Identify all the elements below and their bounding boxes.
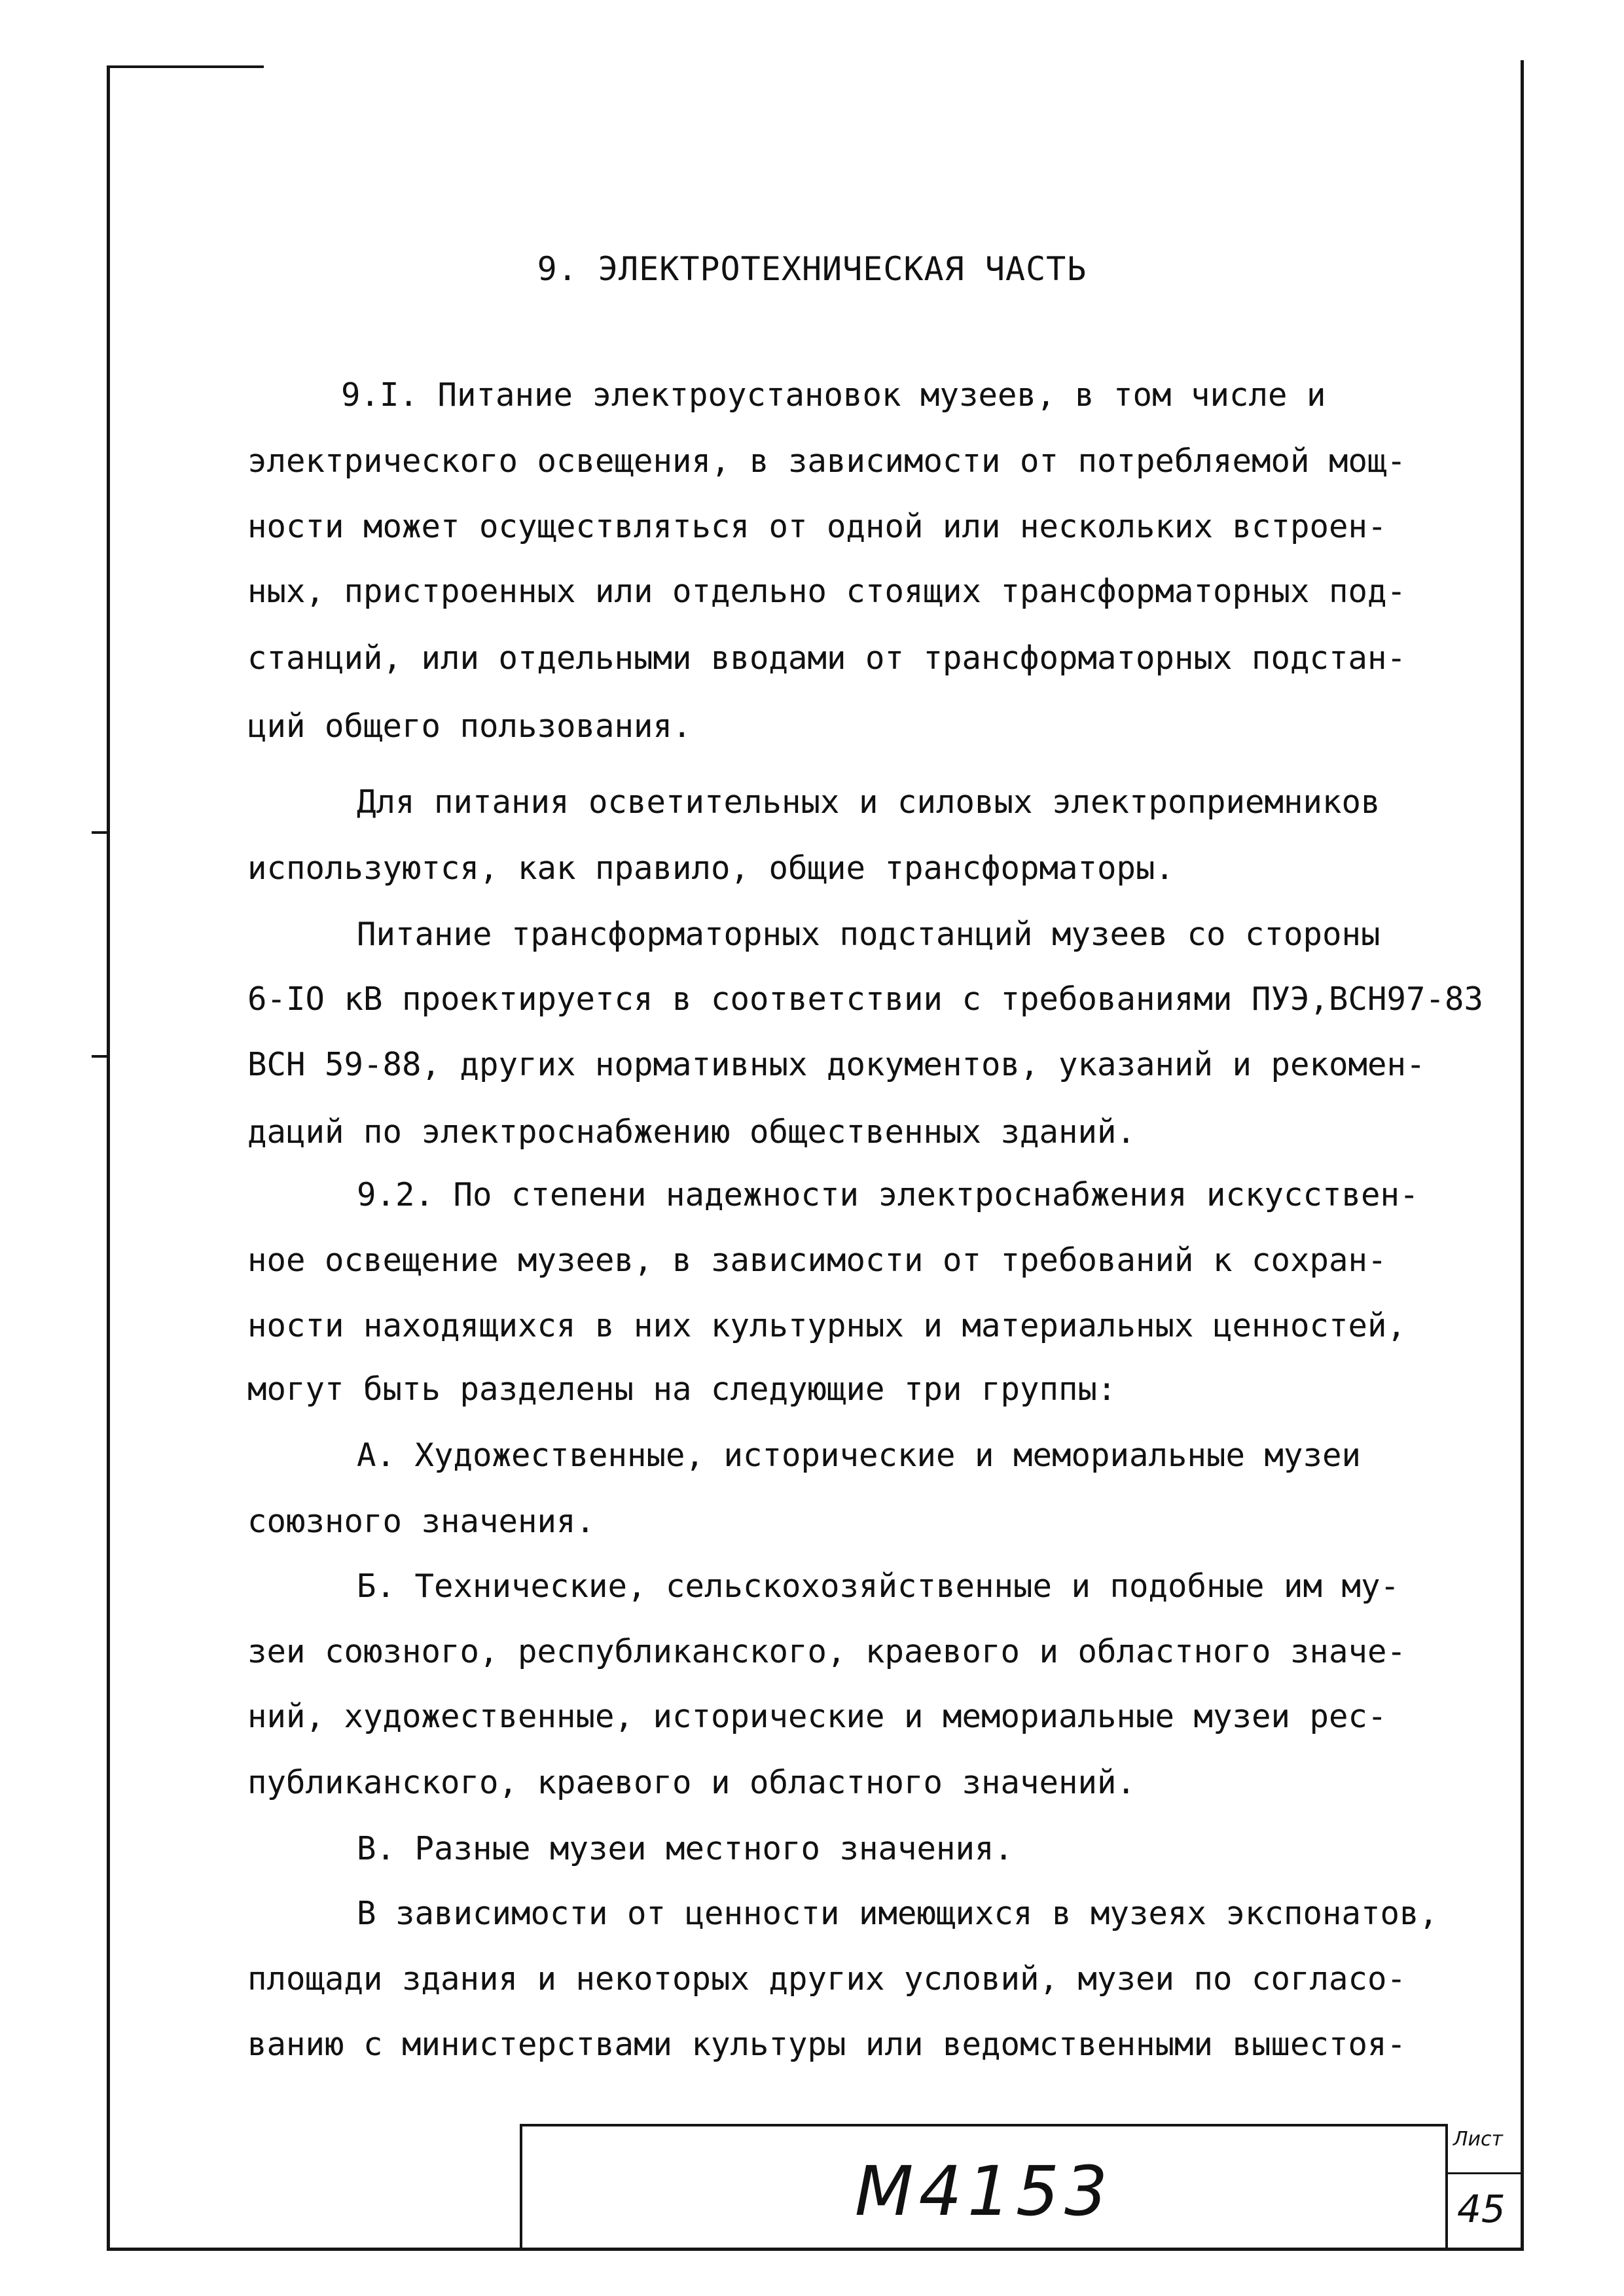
- text-line: ности может осуществляться от одной или нескольких встроен-: [247, 508, 1387, 545]
- sheet-label: Лист: [1453, 2128, 1504, 2151]
- text-line: площади здания и некоторых других условий, музеи по согласо-: [247, 1960, 1407, 1998]
- text-line: 9.2. По степени надежности электроснабжения искусствен-: [357, 1176, 1419, 1213]
- sheet-number: 45: [1457, 2187, 1506, 2231]
- text-line: ных, пристроенных или отдельно стоящих трансформаторных под-: [247, 573, 1407, 610]
- text-line: электрического освещения, в зависимости от потребляемой мощ-: [247, 442, 1407, 480]
- text-line: союзного значения.: [247, 1503, 596, 1540]
- frame-left-border: [107, 65, 110, 2250]
- text-line: могут быть разделены на следующие три группы:: [247, 1371, 1117, 1408]
- text-line: зеи союзного, республиканского, краевого и областного значе-: [247, 1633, 1407, 1670]
- text-line: 6-IO кВ проектируется в соответствии с требованиями ПУЭ,ВСН97-83: [247, 980, 1484, 1018]
- text-line: А. Художественные, исторические и мемориальные музеи: [357, 1437, 1362, 1474]
- sheet-number-cell: [1448, 2124, 1521, 2248]
- text-line: Для питания осветительных и силовых электроприемников: [357, 783, 1380, 821]
- text-line: ное освещение музеев, в зависимости от требований к сохран-: [247, 1242, 1387, 1279]
- text-line: даций по электроснабжению общественных зданий.: [247, 1113, 1136, 1151]
- binding-mark: [92, 831, 110, 834]
- text-line: станций, или отдельными вводами от трансформаторных подстан-: [247, 639, 1407, 677]
- text-line: В. Разные музеи местного значения.: [357, 1830, 1014, 1867]
- text-line: ций общего пользования.: [247, 708, 692, 745]
- text-line: публиканского, краевого и областного значений.: [247, 1764, 1136, 1801]
- binding-mark: [92, 1055, 110, 1058]
- text-line: ности находящихся в них культурных и материальных ценностей,: [247, 1307, 1407, 1344]
- text-line: ВСН 59-88, других нормативных документов, указаний и рекомен-: [247, 1046, 1426, 1083]
- text-line: Питание трансформаторных подстанций музеев со стороны: [357, 916, 1380, 953]
- frame-right-border: [1521, 60, 1524, 2250]
- title-block: [520, 2124, 1448, 2248]
- text-line: ванию с министерствами культуры или ведомственными вышестоя-: [247, 2026, 1407, 2063]
- section-heading: 9. ЭЛЕКТРОТЕХНИЧЕСКАЯ ЧАСТЬ: [537, 250, 1087, 288]
- frame-top-border: [107, 65, 264, 68]
- text-line: используются, как правило, общие трансформаторы.: [247, 850, 1175, 887]
- sheet-cell-divider: [1448, 2172, 1521, 2174]
- text-line: ний, художественные, исторические и мемориальные музеи рес-: [247, 1698, 1387, 1735]
- document-code: М4153: [854, 2151, 1113, 2231]
- text-line: Б. Технические, сельскохозяйственные и подобные им му-: [357, 1568, 1400, 1605]
- text-line: В зависимости от ценности имеющихся в музеях экспонатов,: [357, 1895, 1439, 1932]
- text-line: 9.I. Питание электроустановок музеев, в том числе и: [341, 376, 1326, 414]
